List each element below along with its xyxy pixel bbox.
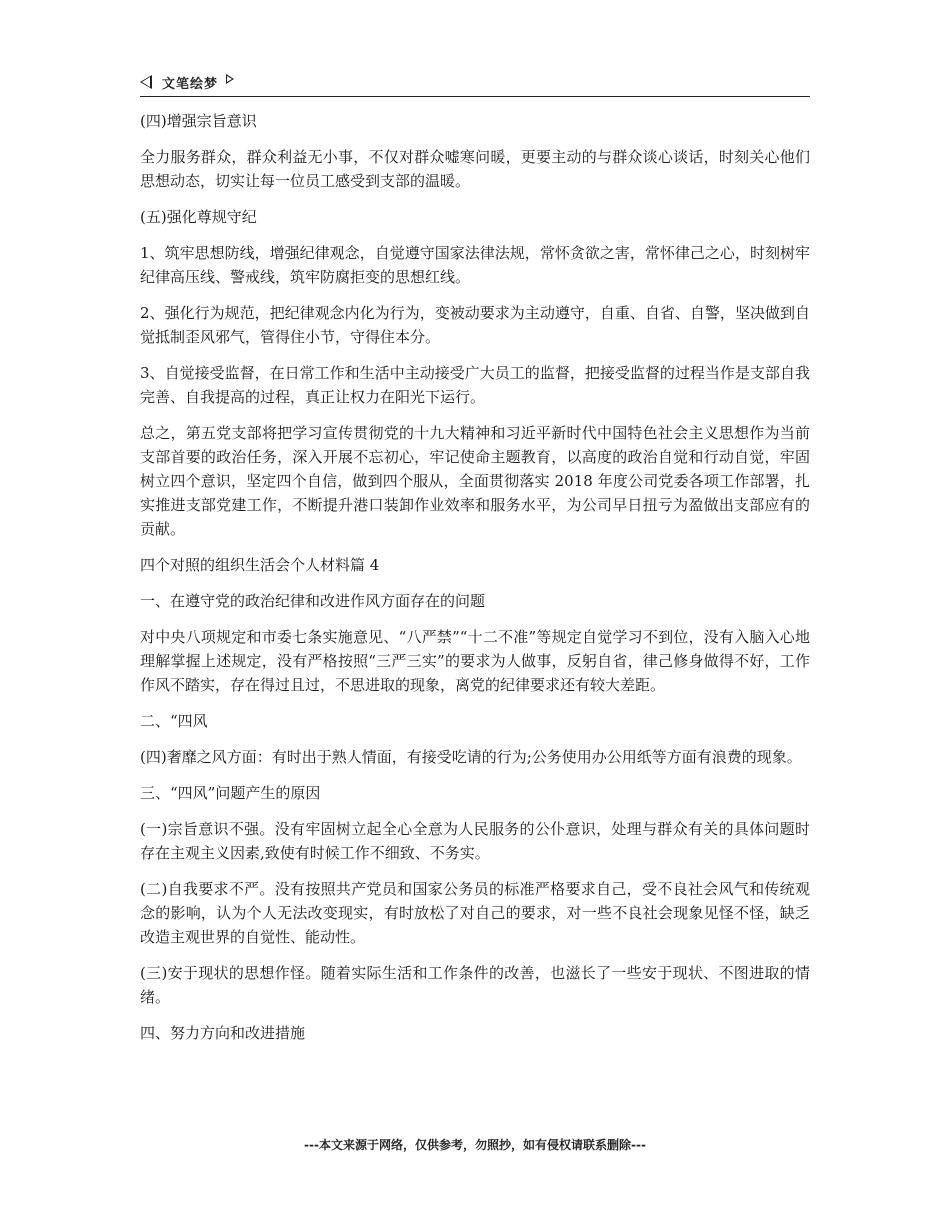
paragraph: 一、在遵守党的政治纪律和改进作风方面存在的问题 [140, 592, 486, 610]
document-page [140, 70, 810, 1057]
header-brand: 文笔绘梦 [162, 76, 219, 92]
paragraph: 1、筑牢思想防线，增强纪律观念，自觉遵守国家法律法规，常怀贪欲之害，常怀律己之心，时刻树牢纪律高压线、警戒线，筑牢防腐拒变的思想红线。 [140, 244, 810, 286]
section-heading: 四个对照的组织生活会个人材料篇 4 [140, 556, 380, 574]
paragraph: 四、努力方向和改进措施 [140, 1024, 306, 1042]
page-header [140, 70, 810, 97]
paragraph: 总之，第五党支部将把学习宣传贯彻党的十九大精神和习近平新时代中国特色社会主义思想作为当前支部首要的政治任务，深入开展不忘初心，牢记使命主题教育，以高度的政治自觉和行动自觉，牢固树立四个意识，坚定四个自信，做到四个服从，全面贯彻落实 2018 年度公司党委各项工作部署，扎实推进支部党建工作，不断提升港口装卸作业效率和服务水平，为公司早日扭亏为盈做出支部应有的贡献。 [140, 424, 810, 538]
paragraph: (五)强化尊规守纪 [140, 208, 257, 226]
paragraph: 二、“四风 [140, 712, 208, 730]
paragraph: (四)增强宗旨意识 [140, 112, 257, 130]
paragraph: (四)奢靡之风方面：有时出于熟人情面，有接受吃请的行为;公务使用办公用纸等方面有浪费的现象。 [140, 748, 802, 766]
paragraph: 对中央八项规定和市委七条实施意见、“八严禁”“十二不准”等规定自觉学习不到位，没有入脑入心地理解掌握上述规定，没有严格按照“三严三实”的要求为人做事，反躬自省，律己修身做得不好，工作作风不踏实，存在得过且过，不思进取的现象，离党的纪律要求还有较大差距。 [140, 628, 810, 694]
triangle-left-icon [140, 75, 152, 89]
paragraph: 2、强化行为规范，把纪律观念内化为行为，变被动要求为主动遵守，自重、自省、自警，坚决做到自觉抵制歪风邪气，管得住小节，守得住本分。 [140, 304, 810, 346]
page-footer: ---本文来源于网络，仅供参考，勿照抄，如有侵权请联系删除--- [304, 1138, 646, 1152]
document-body [140, 109, 810, 1045]
paragraph: 3、自觉接受监督，在日常工作和生活中主动接受广大员工的监督，把接受监督的过程当作是支部自我完善、自我提高的过程，真正让权力在阳光下运行。 [140, 364, 810, 406]
paragraph: (三)安于现状的思想作怪。随着实际生活和工作条件的改善，也滋长了一些安于现状、不图进取的情绪。 [140, 964, 810, 1006]
paragraph: (一)宗旨意识不强。没有牢固树立起全心全意为人民服务的公仆意识，处理与群众有关的具体问题时存在主观主义因素,致使有时候工作不细致、不务实。 [140, 820, 810, 862]
triangle-right-icon [226, 74, 234, 84]
paragraph: 三、“四风”问题产生的原因 [140, 784, 321, 802]
paragraph: 全力服务群众，群众利益无小事，不仅对群众嘘寒问暖，更要主动的与群众谈心谈话，时刻关心他们思想动态，切实让每一位员工感受到支部的温暖。 [140, 148, 810, 190]
paragraph: (二)自我要求不严。没有按照共产党员和国家公务员的标准严格要求自己，受不良社会风气和传统观念的影响，认为个人无法改变现实，有时放松了对自己的要求，对一些不良社会现象见怪不怪，缺乏改造主观世界的自觉性、能动性。 [140, 880, 810, 946]
